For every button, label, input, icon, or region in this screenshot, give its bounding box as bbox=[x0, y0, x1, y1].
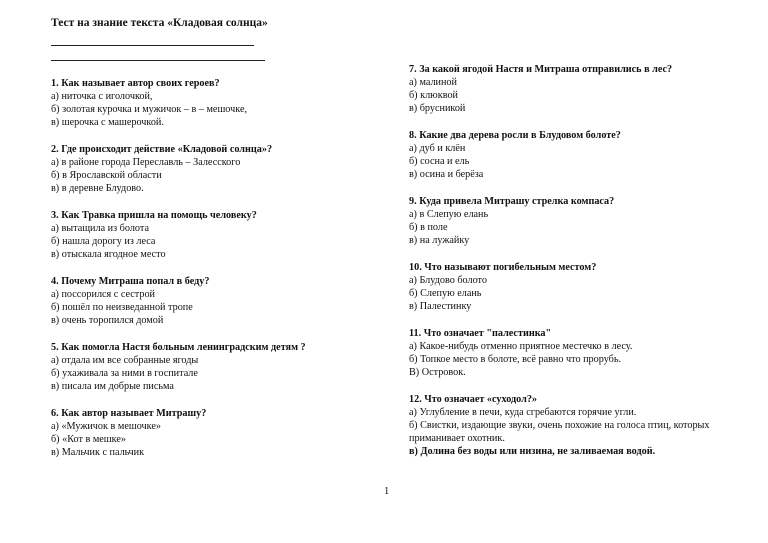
question-text: 7. За какой ягодой Настя и Митраша отправились в лес? bbox=[409, 64, 673, 75]
question-2 bbox=[51, 143, 351, 195]
question-12 bbox=[409, 393, 729, 458]
answer-option: б) Свистки, издающие звуки, очень похожие на голоса птиц, которых приманивает охотник. bbox=[409, 420, 710, 444]
question-4 bbox=[51, 275, 351, 327]
answer-option: а) отдала им все собранные ягоды bbox=[51, 355, 199, 366]
answer-option: б) клюквой bbox=[409, 90, 459, 101]
answer-option: б) ухаживала за ними в госпитале bbox=[51, 368, 198, 379]
question-11 bbox=[409, 327, 729, 379]
question-text: 10. Что называют погибельным местом? bbox=[409, 262, 597, 273]
blank-line-class bbox=[51, 60, 265, 61]
question-text: 3. Как Травка пришла на помощь человеку? bbox=[51, 210, 257, 221]
answer-option: б) «Кот в мешке» bbox=[51, 434, 126, 445]
answer-option: а) в Слепую елань bbox=[409, 209, 489, 220]
answer-option: в) писала им добрые письма bbox=[51, 381, 174, 392]
question-text: 11. Что означает "палестинка" bbox=[409, 328, 552, 339]
answer-option: в) Палестинку bbox=[409, 301, 472, 312]
left-column bbox=[51, 77, 351, 473]
question-3 bbox=[51, 209, 351, 261]
answer-option: б) нашла дорогу из леса bbox=[51, 236, 156, 247]
question-text: 5. Как помогла Настя больным ленинградским детям ? bbox=[51, 342, 306, 353]
question-text: 1. Как называет автор своих героев? bbox=[51, 78, 220, 89]
question-text: 2. Где происходит действие «Кладовой солнца»? bbox=[51, 144, 273, 155]
answer-option: в) осина и берёза bbox=[409, 169, 484, 180]
question-10 bbox=[409, 261, 729, 313]
answer-option: б) в поле bbox=[409, 222, 448, 233]
answer-option: б) Топкое место в болоте, всё равно что прорубь. bbox=[409, 354, 622, 365]
question-7 bbox=[409, 63, 729, 115]
answer-option: а) Блудово болото bbox=[409, 275, 487, 286]
answer-option: а) в районе города Переславль – Залесского bbox=[51, 157, 241, 168]
answer-option: в) в деревне Блудово. bbox=[51, 183, 144, 194]
blank-line-name bbox=[51, 45, 254, 46]
answer-option: в) брусникой bbox=[409, 103, 466, 114]
question-text: 4. Почему Митраша попал в беду? bbox=[51, 276, 210, 287]
answer-option: в) Долина без воды или низина, не заливаемая водой. bbox=[409, 446, 656, 457]
question-text: 9. Куда привела Митрашу стрелка компаса? bbox=[409, 196, 615, 207]
answer-option: а) малиной bbox=[409, 77, 457, 88]
answer-option: б) пошёл по неизведанной тропе bbox=[51, 302, 193, 313]
answer-option: б) сосна и ель bbox=[409, 156, 470, 167]
answer-option: в) шерочка с машерочкой. bbox=[51, 117, 164, 128]
answer-option: а) ниточка с иголочкой, bbox=[51, 91, 153, 102]
answer-option: в) Мальчик с пальчик bbox=[51, 447, 145, 458]
answer-option: а) Углубление в печи, куда сгребаются горячие угли. bbox=[409, 407, 637, 418]
answer-option: б) Слепую елань bbox=[409, 288, 482, 299]
answer-option: в) очень торопился домой bbox=[51, 315, 164, 326]
question-8 bbox=[409, 129, 729, 181]
question-1 bbox=[51, 77, 351, 129]
page-number: 1 bbox=[384, 486, 390, 497]
question-6 bbox=[51, 407, 351, 459]
answer-option: В) Островок. bbox=[409, 367, 466, 378]
right-column bbox=[409, 63, 729, 472]
question-text: 6. Как автор называет Митрашу? bbox=[51, 408, 207, 419]
answer-option: б) золотая курочка и мужичок – в – мешочке, bbox=[51, 104, 248, 115]
answer-option: а) вытащила из болота bbox=[51, 223, 149, 234]
answer-option: а) Какое-нибудь отменно приятное местечко в лесу. bbox=[409, 341, 633, 352]
question-5 bbox=[51, 341, 351, 393]
question-text: 8. Какие два дерева росли в Блудовом болоте? bbox=[409, 130, 621, 141]
question-text: 12. Что означает «суходол?» bbox=[409, 394, 538, 405]
answer-option: а) поссорился с сестрой bbox=[51, 289, 156, 300]
answer-option: б) в Ярославской области bbox=[51, 170, 162, 181]
answer-option: а) «Мужичок в мешочке» bbox=[51, 421, 161, 432]
answer-option: в) на лужайку bbox=[409, 235, 470, 246]
answer-option: в) отыскала ягодное место bbox=[51, 249, 166, 260]
question-9 bbox=[409, 195, 729, 247]
answer-option: а) дуб и клён bbox=[409, 143, 466, 154]
document-title: Тест на знание текста «Кладовая солнца» bbox=[51, 17, 268, 29]
